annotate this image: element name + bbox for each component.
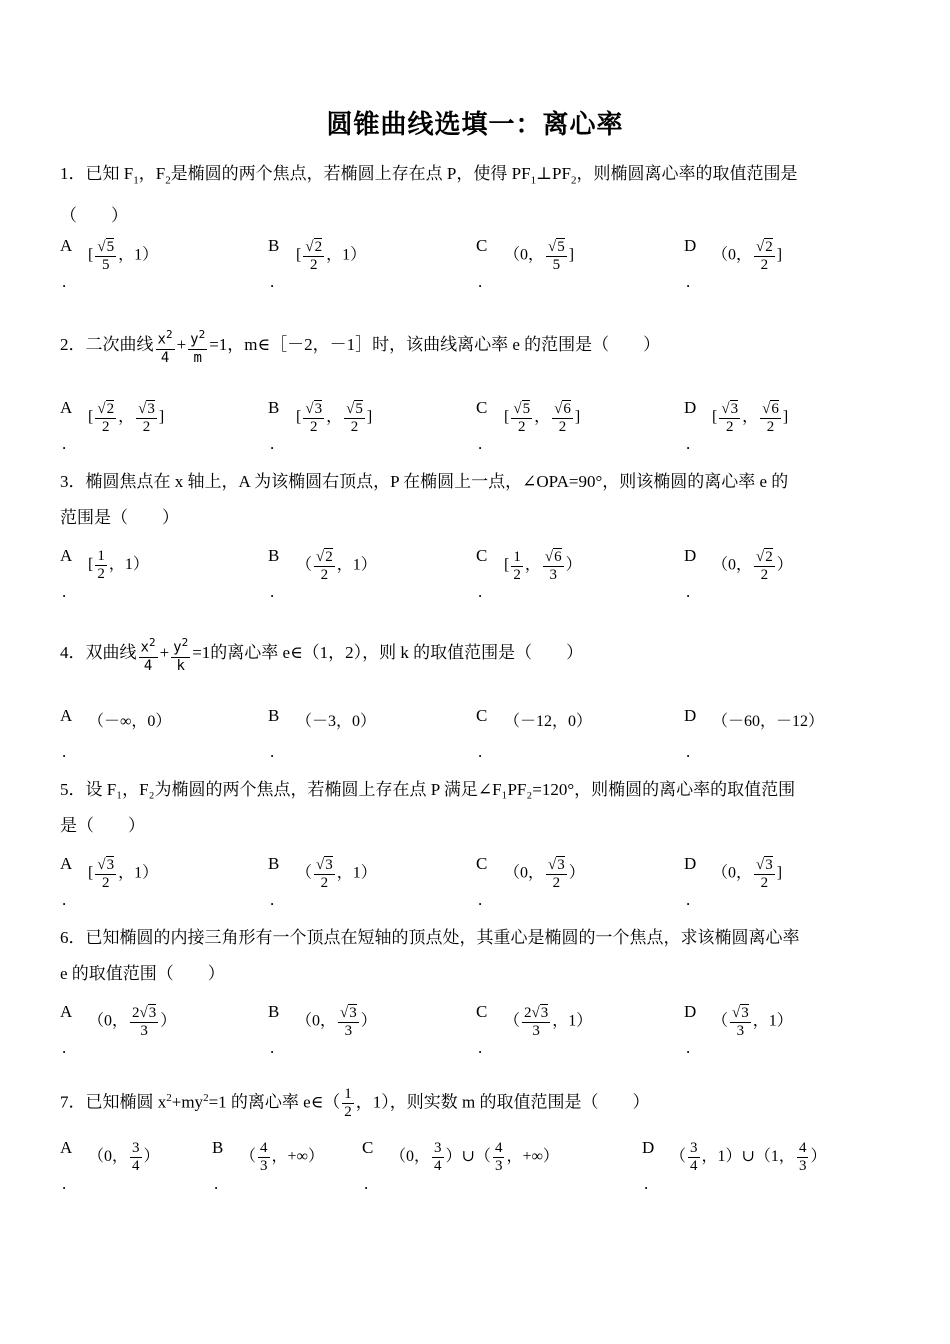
question-4 (60, 634, 900, 675)
question-1-options: A . [ $\frac{√5}{5}$ ，1） B . [ $\frac{√2}{2}$ ，1） C . （0， $\frac{√5}{5}$ ] D . （0， $\frac{√2}{2}$ ] (60, 236, 783, 291)
question-3-stem-line2: 范围是（ ） (60, 508, 179, 527)
question-2-options: A . [ $\frac{√2}{2}$ ， $\frac{√3}{2}$ ] B . [ $\frac{√3}{2}$ ， $\frac{√5}{2}$ ] C . [ $\frac{√5}{2}$ ， $\frac{√6}{2}$ ] D . [ $\frac{√3}{2}$ ， $\frac{√6}{2}$ ] (60, 398, 789, 453)
question-5-options: A . [ $\frac{√3}{2}$ ，1） B . （ $\frac{√3}{2}$ ，1） C . （0， $\frac{√3}{2}$ ） D . （0， $\frac{√3}{2}$ ] (60, 854, 783, 909)
question-6-stem-line1: 6．已知椭圆的内接三角形有一个顶点在短轴的顶点处，其重心是椭圆的一个焦点，求该椭圆离心率 (60, 928, 800, 947)
question-3-options: A . [ $\frac{1}{2}$ ，1） B . （ $\frac{√2}{2}$ ，1） C . [ $\frac{1}{2}$ ， $\frac{√6}{3}$ ） D . （0， $\frac{√2}{2}$ ） (60, 546, 793, 601)
question-5 (60, 772, 900, 844)
question-1-bracket: （ ） (60, 206, 128, 226)
question-2-stem: 2．二次曲线 $\frac{x^2}{4}$ + $\frac{y^2}{m}$ =1，m∈［－2，－1］时，该曲线离心率 e 的范围是（ ） (60, 328, 661, 366)
question-1 (60, 156, 900, 234)
question-6-options: A . （0， $\frac{2√3}{3}$ ） B . （0， $\frac{√3}{3}$ ） C . （ $\frac{2√3}{3}$ ，1） D . （ $\frac{√3}{3}$ ，1） (60, 1002, 793, 1057)
question-6-stem-line2: e 的取值范围（ ） (60, 964, 225, 983)
page-title: 圆锥曲线选填一：离心率 (326, 110, 624, 139)
question-6 (60, 920, 900, 992)
question-3-stem-line1: 3．椭圆焦点在 x 轴上，A 为该椭圆右顶点，P 在椭圆上一点，∠OPA=90°，则该椭圆的离心率 e 的 (60, 472, 789, 491)
question-2 (60, 326, 900, 367)
question-1-stem: 1．已知 $F_1$，$F_2$是椭圆的两个焦点，若椭圆上存在点 P，使得 $PF_1\perp PF_2$，则椭圆离心率的取值范围是 (60, 164, 798, 187)
question-4-options: A . （－∞，0） B . （－3，0） C . （－12，0） D . （－60，－12） (60, 706, 825, 761)
question-5-stem-line2: 是（ ） (60, 816, 145, 835)
question-4-stem: 4．双曲线 $\frac{x^2}{4}$ + $\frac{y^2}{k}$ =1的离心率 e∈（1，2），则 k 的取值范围是（ ） (60, 636, 584, 674)
question-3 (60, 464, 900, 536)
question-7-stem: 7．已知椭圆 $x^2+my^2=1$ 的离心率 e∈（ $\frac{1}{2}$ ，1），则实数 m 的取值范围是（ ） (60, 1086, 650, 1121)
question-5-stem-line1: 5．设 F₁，F₂为椭圆的两个焦点，若椭圆上存在点 P 满足∠F₁PF₂=120°，则椭圆的离心率的取值范围 (60, 780, 796, 799)
question-7 (60, 1080, 900, 1121)
question-7-options: A . （0， $\frac{3}{4}$ ） B . （ $\frac{4}{3}$ ，+∞） C . （0， $\frac{3}{4}$ ）∪（ $\frac{4}{3}$ ，+∞） D . （ $\frac{3}{4}$ ，1）∪（1， $\frac{4}{3}$ ） (60, 1138, 827, 1193)
